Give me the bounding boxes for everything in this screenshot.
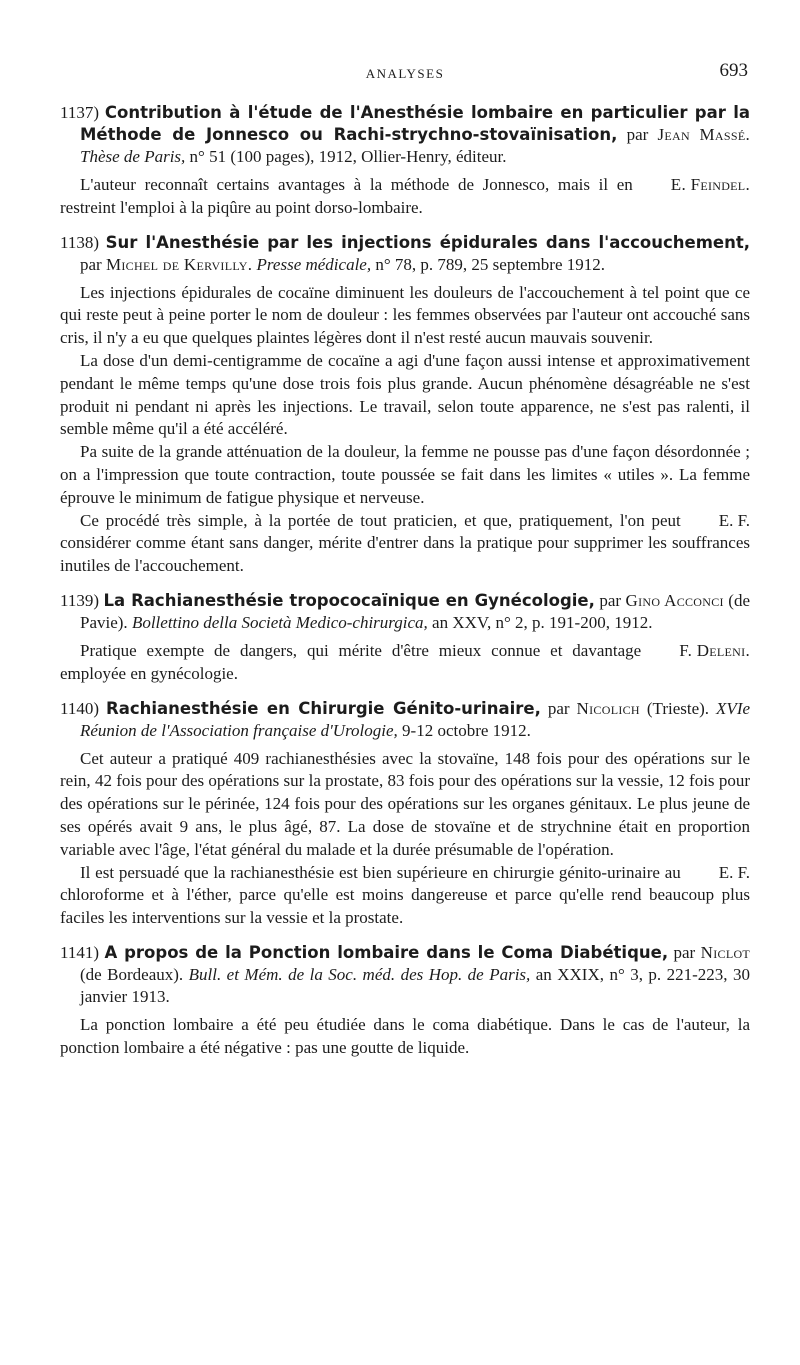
article-title: Rachianesthésie en Chirurgie Génito-urinaire, (106, 698, 541, 718)
source-details: n° 51 (100 pages), 1912, Ollier-Henry, éditeur. (189, 147, 507, 166)
entry-number: 1137) (60, 103, 100, 122)
entry-number: 1138) (60, 232, 100, 252)
abstract-paragraph: Les injections épidurales de cocaïne diminuent les douleurs de l'accouchement à tel point que ce qui reste peut à peine porter le nom de douleur : les femmes observées par l'auteur ont accouché sans cris, il n'y a eu que quelques plaintes légères dont il n'est resté aucun mauvais souvenir. (60, 282, 750, 348)
signature: E. Feindel. (670, 175, 750, 194)
running-head: ANALYSES (365, 66, 445, 81)
abstract-paragraph: La ponction lombaire a été peu étudiée dans le coma diabétique. Dans le cas de l'auteur, la ponction lombaire a été négative : pas une goutte de liquide. (60, 1014, 750, 1057)
page-header (60, 60, 750, 90)
author: Gino Acconci (625, 590, 724, 610)
author: Nicolich (576, 698, 640, 718)
citation (60, 942, 750, 1008)
abstract-entry (60, 942, 750, 1060)
page-number: 693 (719, 60, 748, 81)
article-title: Sur l'Anesthésie par les injections épidurales dans l'accouchement, (105, 232, 750, 252)
by-word: par (626, 125, 649, 144)
source-details: an XXIX, n° 3, p. 221-223, 30 janvier 1913. (80, 964, 751, 1006)
entry-number: 1141) (60, 942, 100, 962)
source: Presse médicale, (256, 254, 372, 274)
abstract-paragraph: E. F. Ce procédé très simple, à la portée de tout praticien, et que, pratiquement, l'on peut considérer comme étant sans danger, mérite d'entrer dans la pratique pour supprimer les souffrances inutiles de l'accouchement. (60, 510, 750, 576)
citation (60, 698, 750, 742)
source: Bull. et Mém. de la Soc. méd. des Hop. de Paris, (188, 964, 531, 984)
abstract-entry (60, 232, 750, 578)
citation (60, 102, 750, 168)
abstract-entry (60, 698, 750, 930)
source: Thèse de Paris, (80, 147, 186, 166)
abstract-entry (60, 102, 750, 220)
by-word: par (673, 942, 696, 962)
source-details: 9-12 octobre 1912. (402, 720, 531, 740)
affiliation: (de Bordeaux). (80, 964, 184, 984)
article-title: Contribution à l'étude de l'Anesthésie lombaire en particulier par la Méthode de Jonnesco ou Rachi-strychno-stovaïnisation, (80, 103, 751, 144)
signature: E. F. (718, 862, 750, 882)
by-word: par (80, 254, 102, 274)
abstract-paragraph: F. Deleni. Pratique exempte de dangers, qui mérite d'être mieux connue et davantage employée en gynécologie. (60, 640, 750, 683)
citation (60, 232, 750, 276)
citation (60, 590, 750, 634)
abstract-paragraph: E. Feindel. L'auteur reconnaît certains avantages à la méthode de Jonnesco, mais il en restreint l'emploi à la piqûre au point dorso-lombaire. (60, 175, 750, 217)
signature: E. F. (718, 510, 750, 530)
signature: F. Deleni. (679, 640, 750, 660)
entry-number: 1139) (60, 590, 100, 610)
abstract-paragraph: E. F. Il est persuadé que la rachianesthésie est bien supérieure en chirurgie génito-urinaire au chloroforme et à l'éther, parce qu'elle est moins dangereuse et parce qu'elle rend beaucoup plus faciles les interventions sur la vessie et la prostate. (60, 862, 750, 928)
abstract-paragraph: Pa suite de la grande atténuation de la douleur, la femme ne pousse pas d'une façon désordonnée ; on a l'impression que toute contraction, toute poussée se fait dans les limites « utiles ». La femme éprouve le minimum de fatigue physique et nerveuse. (60, 442, 750, 507)
article-title: A propos de la Ponction lombaire dans le Coma Diabétique, (104, 942, 669, 962)
source-details: n° 78, p. 789, 25 septembre 1912. (375, 254, 606, 274)
author: Jean Massé. (657, 125, 751, 144)
abstract-paragraph: Cet auteur a pratiqué 409 rachianesthésies avec la stovaïne, 148 fois pour des opérations sur le rein, 42 fois pour des opérations sur la prostate, 83 fois pour des opérations sur la vessie, 12 fois pour des opérations sur le périnée, 124 fois pour des opérations sur les organes génitaux. Le plus jeune de ses opérés avait 9 ans, le plus âgé, 87. La dose de stovaïne et de strychnine était en proportion variable avec l'âge, l'état général du malade et la durée présumable de l'opération. (60, 748, 750, 859)
source: XVIe Réunion de l'Association française d'Urologie, (80, 698, 751, 740)
affiliation: (Trieste). (646, 698, 710, 718)
journal-page (60, 60, 750, 1060)
article-title: La Rachianesthésie tropococaïnique en Gynécologie, (103, 590, 595, 610)
author: Michel de Kervilly. (105, 254, 253, 274)
affiliation: (de Pavie). (80, 590, 751, 632)
abstract-entry (60, 590, 750, 686)
source-details: an XXV, n° 2, p. 191-200, 1912. (432, 612, 653, 632)
entry-number: 1140) (60, 698, 100, 718)
by-word: par (547, 698, 570, 718)
author: Niclot (700, 942, 751, 962)
source: Bollettino della Società Medico-chirurgica, (131, 612, 428, 632)
abstract-paragraph: La dose d'un demi-centigramme de cocaïne a agi d'une façon aussi intense et approximativement pendant le même temps qu'une dose trois fois plus grande. Aucun phénomène désagréable ne s'est produit ni pendant ni après les injections. Le travail, selon toute apparence, ne s'est pas ralenti, il semble même qu'il a été accéléré. (60, 350, 750, 439)
by-word: par (599, 590, 622, 610)
